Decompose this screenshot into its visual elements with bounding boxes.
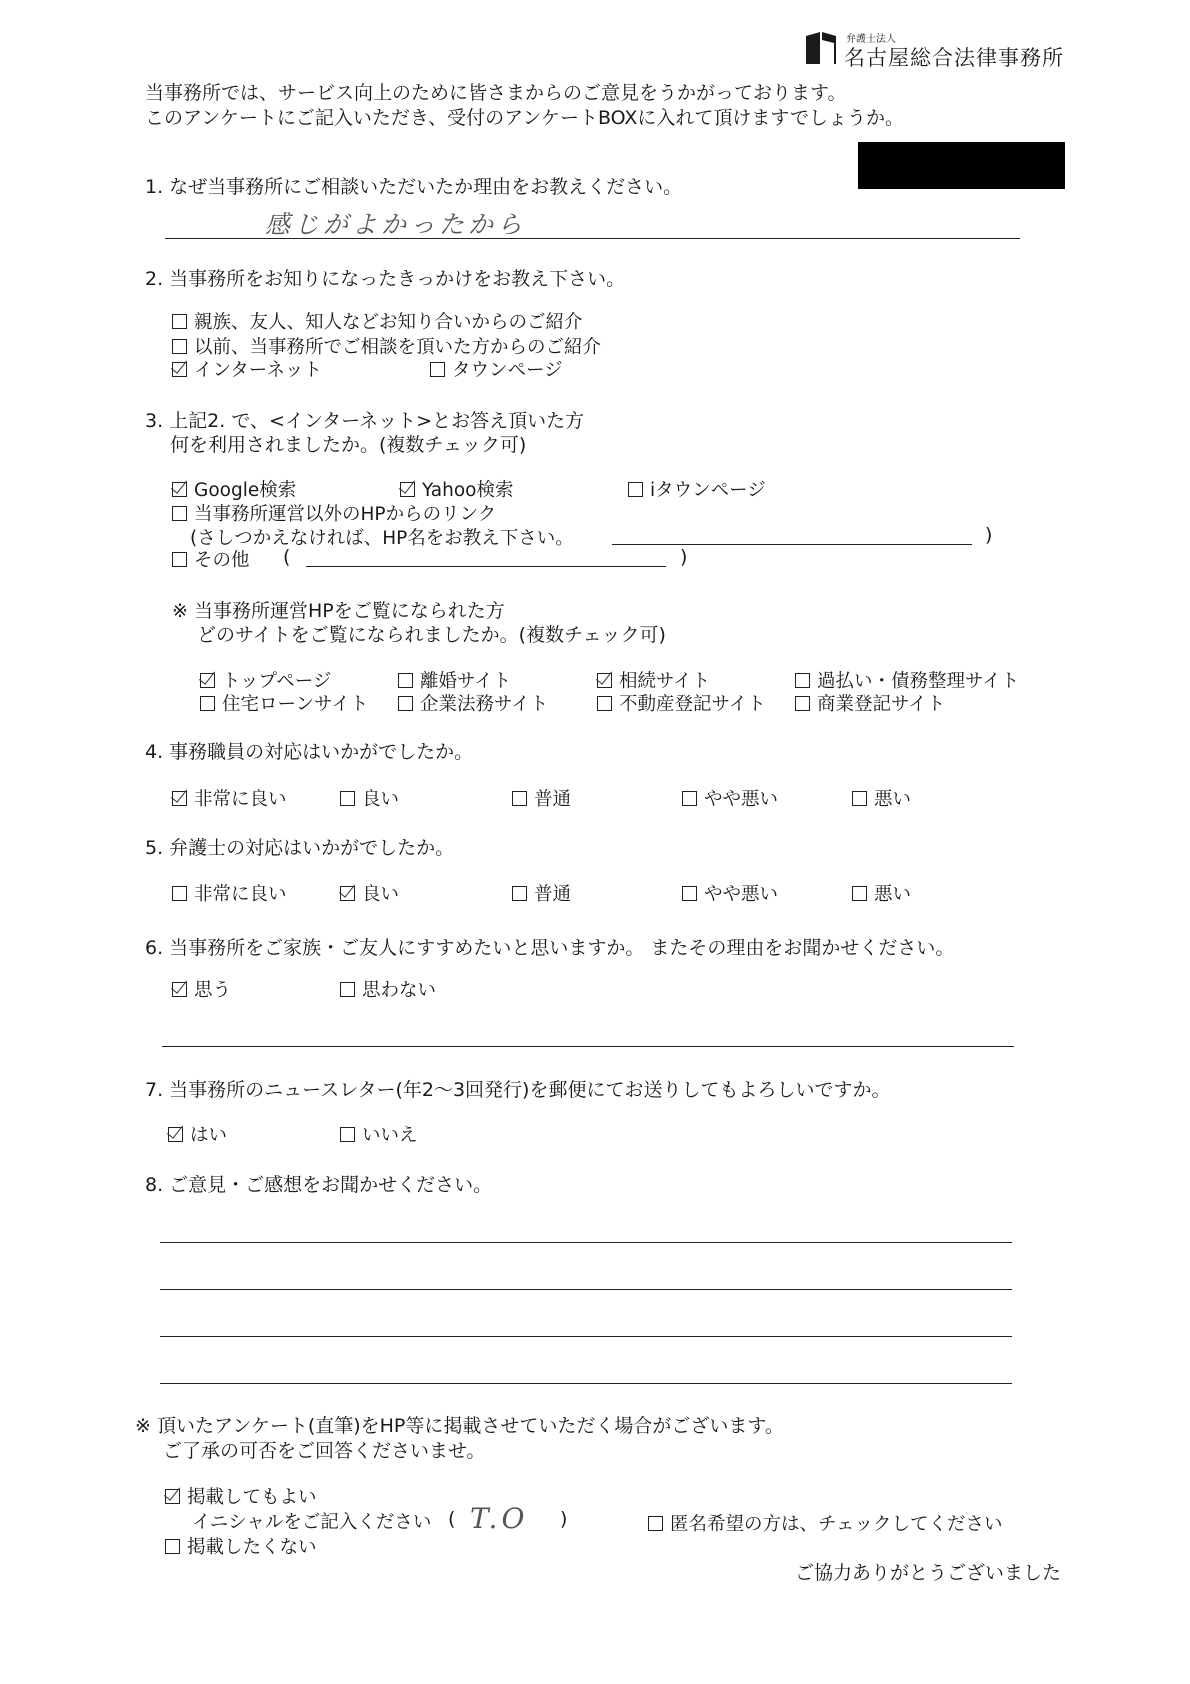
- q2-option-referral-past-client[interactable]: 以前、当事務所でご相談を頂いた方からのご紹介: [172, 333, 601, 359]
- q8-comment-line-3[interactable]: [160, 1336, 1012, 1337]
- q8-label: 8. ご意見・ご感想をお聞かせください。: [145, 1174, 493, 1196]
- site-option-real-estate[interactable]: 不動産登記サイト: [597, 690, 766, 716]
- checkbox[interactable]: [172, 506, 187, 521]
- checkbox-checked[interactable]: [340, 886, 355, 901]
- q8-comment-line-1[interactable]: [160, 1242, 1012, 1243]
- q7-option-no[interactable]: いいえ: [340, 1121, 418, 1147]
- consent-line-1: ※ 頂いたアンケート(直筆)をHP等に掲載させていただく場合がございます。: [135, 1415, 784, 1437]
- checkbox-checked[interactable]: [172, 482, 187, 497]
- q3-option-external-link[interactable]: 当事務所運営以外のHPからのリンク: [172, 500, 496, 526]
- checkbox[interactable]: [852, 886, 867, 901]
- site-option-top-page[interactable]: トップページ: [200, 667, 331, 693]
- checkbox[interactable]: [340, 1127, 355, 1142]
- q3-hp-name-line[interactable]: [612, 544, 972, 545]
- q5-option-very-good[interactable]: 非常に良い: [172, 880, 287, 906]
- consent-option-deny[interactable]: 掲載したくない: [165, 1533, 317, 1559]
- checkbox-checked[interactable]: [172, 362, 187, 377]
- checkbox[interactable]: [795, 673, 810, 688]
- q7-label: 7. 当事務所のニュースレター(年2〜3回発行)を郵便にてお送りしてもよろしいですか。: [145, 1079, 891, 1101]
- q3-label-line-1: 3. 上記2. で、<インターネット>とお答え頂いた方: [145, 410, 585, 432]
- q3-other-line[interactable]: [306, 566, 666, 567]
- q4-option-good[interactable]: 良い: [340, 785, 399, 811]
- q5-option-average[interactable]: 普通: [512, 880, 571, 906]
- initials-close-paren: ): [560, 1508, 568, 1530]
- q3-option-other[interactable]: その他: [172, 546, 250, 572]
- q1-answer-line[interactable]: [165, 238, 1020, 239]
- site-option-debt[interactable]: 過払い・債務整理サイト: [795, 667, 1019, 693]
- site-option-commercial[interactable]: 商業登記サイト: [795, 690, 945, 716]
- q3-option-yahoo[interactable]: Yahoo検索: [400, 476, 513, 502]
- checkbox[interactable]: [628, 482, 643, 497]
- checkbox[interactable]: [795, 696, 810, 711]
- q2-option-townpage[interactable]: タウンページ: [430, 356, 563, 382]
- checkbox[interactable]: [398, 696, 413, 711]
- checkbox[interactable]: [172, 339, 187, 354]
- q3-close-paren: ): [985, 524, 993, 546]
- consent-line-2: ご了承の可否をご回答くださいませ。: [163, 1440, 486, 1462]
- redaction-box: [858, 142, 1065, 189]
- q3-sites-label-line-2: どのサイトをご覧になられましたか。(複数チェック可): [197, 624, 666, 646]
- site-option-inheritance[interactable]: 相続サイト: [597, 667, 710, 693]
- q6-reason-line[interactable]: [162, 1046, 1014, 1047]
- checkbox-checked[interactable]: [168, 1127, 183, 1142]
- checkbox-checked[interactable]: [165, 1489, 180, 1504]
- initials-handwritten[interactable]: T.O: [470, 1502, 529, 1535]
- checkbox[interactable]: [512, 886, 527, 901]
- firm-subtitle: 弁護士法人: [846, 34, 896, 45]
- q3-option-itownpage[interactable]: iタウンページ: [628, 476, 766, 502]
- q6-option-no[interactable]: 思わない: [340, 976, 436, 1002]
- checkbox[interactable]: [852, 791, 867, 806]
- q5-option-somewhat-bad[interactable]: やや悪い: [682, 880, 778, 906]
- checkbox[interactable]: [597, 696, 612, 711]
- intro-line-2: このアンケートにご記入いただき、受付のアンケートBOXに入れて頂けますでしょうか。: [145, 107, 904, 129]
- consent-option-anonymous[interactable]: 匿名希望の方は、チェックしてください: [648, 1510, 1002, 1536]
- q6-option-yes[interactable]: 思う: [172, 976, 231, 1002]
- q4-option-bad[interactable]: 悪い: [852, 785, 911, 811]
- q3-sites-label-line-1: ※ 当事務所運営HPをご覧になられた方: [172, 600, 505, 622]
- q5-option-good[interactable]: 良い: [340, 880, 399, 906]
- checkbox[interactable]: [340, 791, 355, 806]
- checkbox[interactable]: [648, 1516, 663, 1531]
- checkbox-checked[interactable]: [597, 673, 612, 688]
- q3-other-close-paren: ): [680, 546, 688, 568]
- q3-label-line-2: 何を利用されましたか。(複数チェック可): [170, 434, 527, 456]
- checkbox-checked[interactable]: [200, 673, 215, 688]
- q4-option-somewhat-bad[interactable]: やや悪い: [682, 785, 778, 811]
- checkbox[interactable]: [172, 552, 187, 567]
- initials-prompt: イニシャルをご記入ください: [192, 1512, 432, 1533]
- q4-label: 4. 事務職員の対応はいかがでしたか。: [145, 741, 474, 763]
- checkbox[interactable]: [682, 886, 697, 901]
- q4-option-very-good[interactable]: 非常に良い: [172, 785, 287, 811]
- site-option-divorce[interactable]: 離婚サイト: [398, 667, 511, 693]
- q2-option-referral-acquaintance[interactable]: 親族、友人、知人などお知り合いからのご紹介: [172, 308, 583, 334]
- checkbox[interactable]: [172, 886, 187, 901]
- q3-link-note: (さしつかえなければ、HP名をお教え下さい。: [190, 528, 574, 549]
- checkbox[interactable]: [340, 982, 355, 997]
- q3-option-google[interactable]: Google検索: [172, 476, 296, 502]
- checkbox[interactable]: [512, 791, 527, 806]
- checkbox-checked[interactable]: [172, 982, 187, 997]
- q5-option-bad[interactable]: 悪い: [852, 880, 911, 906]
- checkbox-checked[interactable]: [172, 791, 187, 806]
- checkbox[interactable]: [682, 791, 697, 806]
- q8-comment-line-2[interactable]: [160, 1289, 1012, 1290]
- initials-open-paren: (: [448, 1508, 456, 1530]
- consent-option-allow[interactable]: 掲載してもよい: [165, 1483, 317, 1509]
- checkbox-checked[interactable]: [400, 482, 415, 497]
- q3-other-open-paren: (: [283, 546, 291, 568]
- q4-option-average[interactable]: 普通: [512, 785, 571, 811]
- q1-handwritten-answer: 感じがよかったから: [265, 210, 527, 239]
- checkbox[interactable]: [200, 696, 215, 711]
- q1-label: 1. なぜ当事務所にご相談いただいたか理由をお教えください。: [145, 176, 683, 198]
- q8-comment-line-4[interactable]: [160, 1383, 1012, 1384]
- q6-label: 6. 当事務所をご家族・ご友人にすすめたいと思いますか。 またその理由をお聞かせください。: [145, 937, 955, 959]
- q7-option-yes[interactable]: はい: [168, 1121, 227, 1147]
- q2-label: 2. 当事務所をお知りになったきっかけをお教え下さい。: [145, 268, 626, 290]
- q5-label: 5. 弁護士の対応はいかがでしたか。: [145, 837, 455, 859]
- firm-name: 名古屋総合法律事務所: [844, 46, 1064, 70]
- firm-logo-icon: [804, 30, 838, 64]
- thank-you-text: ご協力ありがとうございました: [795, 1562, 1062, 1584]
- checkbox[interactable]: [398, 673, 413, 688]
- checkbox[interactable]: [430, 362, 445, 377]
- checkbox[interactable]: [165, 1539, 180, 1554]
- site-option-housing-loan[interactable]: 住宅ローンサイト: [200, 690, 368, 716]
- q2-option-internet[interactable]: インターネット: [172, 356, 322, 382]
- checkbox[interactable]: [172, 314, 187, 329]
- intro-line-1: 当事務所では、サービス向上のために皆さまからのご意見をうかがっております。: [145, 82, 847, 104]
- site-option-corporate[interactable]: 企業法務サイト: [398, 690, 548, 716]
